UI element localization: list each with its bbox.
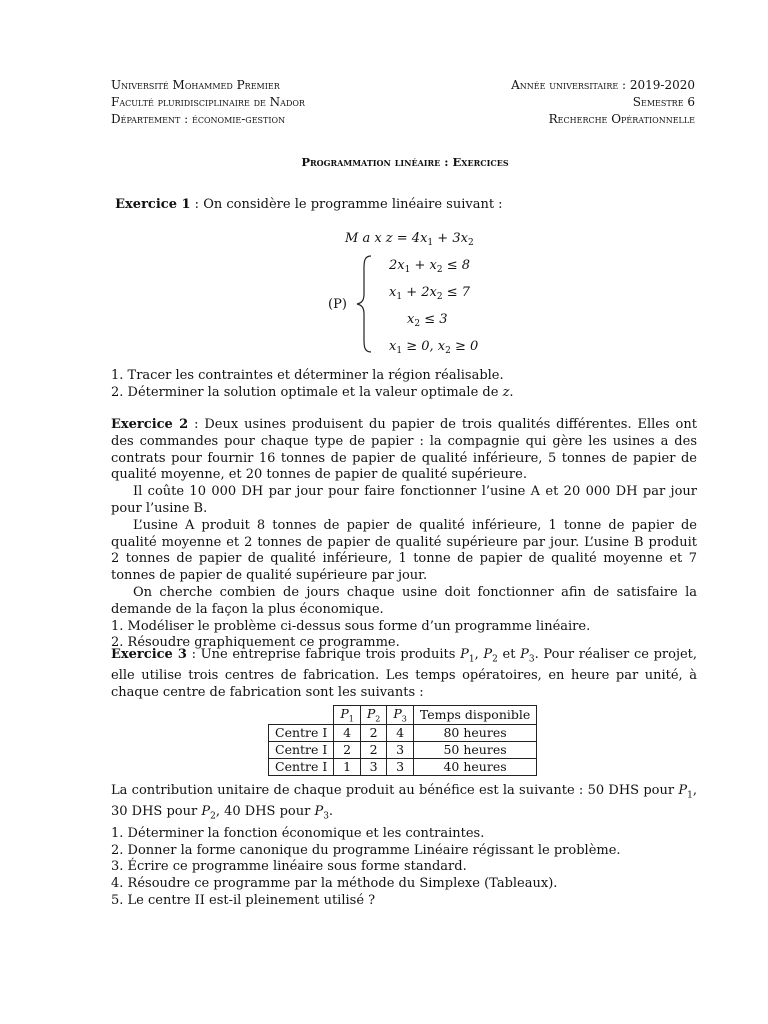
constraint-4: $x_1 \ge 0$, $x_2 \ge 0$ [389, 339, 479, 356]
course-name: Recherche Opérationnelle [548, 112, 695, 126]
table-header: $P_2$ [360, 706, 387, 725]
exercise-3-questions [111, 783, 697, 910]
table-cell: Centre I [269, 741, 334, 758]
exercise-1-questions [111, 368, 697, 402]
faculty-name: Faculté pluridisciplinaire de Nador [111, 95, 305, 109]
table-cell: 3 [387, 758, 414, 775]
constraint-1: $2x_1 + x_2 \le 8$ [389, 258, 471, 275]
exercise-1-intro-text: : On considère le programme linéaire suivant : [190, 197, 503, 212]
table-cell: 2 [334, 741, 361, 758]
header-right [511, 77, 695, 128]
table-cell: 50 heures [413, 741, 536, 758]
table-cell: Centre I [269, 758, 334, 775]
exercise-1-label: Exercice 1 [115, 197, 191, 212]
ex1-question-1: 1. Tracer les contraintes et déterminer la région réalisable. [111, 368, 504, 383]
objective-function: M a x $z = 4x_1 + 3x_2$ [345, 231, 474, 248]
ex3-question-1: 1. Déterminer la fonction économique et les contraintes. [111, 825, 485, 841]
table-cell: 80 heures [413, 724, 536, 741]
table-header-row [269, 706, 537, 725]
ex2-question-2: 2. Résoudre graphiquement ce programme. [111, 635, 400, 651]
exercise-2-label: Exercice 2 [111, 417, 189, 432]
table-row [269, 724, 537, 741]
department-name: Département : économie-gestion [111, 112, 286, 126]
table-cell: 40 heures [413, 758, 536, 775]
ex2-paragraph-3: L’usine A produit 8 tonnes de papier de qualité inférieure, 1 tonne de papier de qualité moyenne et 2 tonnes de papier de qualité supérieure par jour. L’usine B produit 2 tonnes de papier de qualité inférieure, 1 tonne de papier de qualité moyenne et 7 tonnes de papier de qualité supérieure par jour. [111, 517, 697, 584]
table-cell: 3 [360, 758, 387, 775]
university-name: Université Mohammed Premier [111, 78, 280, 92]
constraint-3: $x_2 \le 3$ [407, 312, 448, 329]
ex2-paragraph-2: Il coûte 10 000 DH par jour pour faire fonctionner l’usine A et 20 000 DH par jour pour l’usine B. [111, 484, 697, 516]
ex2-paragraph-1: : Deux usines produisent du papier de trois qualités différentes. Elles ont des commandes pour chaque type de papier : la compagnie qui gère les usines a des contrats pour fournir 16 tonnes de papier de qualité inférieure, 5 tonnes de papier de qualité moyenne, et 20 tonnes de papier de qualité supérieure. [111, 417, 697, 483]
constraint-2: $x_1 + 2x_2 \le 7$ [389, 285, 471, 302]
ex3-contribution: La contribution unitaire de chaque produit au bénéfice est la suivante : 50 DHS pour $P_1$, 30 DHS pour $P_2$, 40 DHS pour $P_3$. [111, 783, 697, 822]
table-cell: 3 [387, 741, 414, 758]
program-label: (P) [328, 297, 347, 312]
table-header: $P_3$ [387, 706, 414, 725]
exercise-1-intro [111, 197, 697, 214]
table-header: $P_1$ [334, 706, 361, 725]
semester: Semestre 6 [632, 95, 695, 109]
table-cell: 4 [387, 724, 414, 741]
table-cell: 2 [360, 724, 387, 741]
table-row [269, 741, 537, 758]
academic-year: Année universitaire : 2019-2020 [511, 78, 695, 92]
ex3-question-4: 4. Résoudre ce programme par la méthode du Simplexe (Tableaux). [111, 876, 558, 892]
table-cell: 1 [334, 758, 361, 775]
ex1-question-2: 2. Déterminer la solution optimale et la valeur optimale de z. [111, 384, 514, 400]
ex2-question-1: 1. Modéliser le problème ci-dessus sous forme d’un programme linéaire. [111, 618, 591, 634]
table-header: Temps disponible [413, 706, 536, 725]
system-brace [355, 254, 375, 354]
page-title: Programmation linéaire : Exercices [301, 155, 509, 169]
table-cell: 2 [360, 741, 387, 758]
table-row [269, 758, 537, 775]
exercise-3-label: Exercice 3 [111, 647, 187, 662]
ex3-question-3: 3. Écrire ce programme linéaire sous forme standard. [111, 859, 467, 875]
header-left [111, 77, 305, 128]
ex2-paragraph-4: On cherche combien de jours chaque usine doit fonctionner afin de satisfaire la demande de la façon la plus économique. [111, 584, 697, 617]
operations-table [268, 705, 537, 776]
exercise-3-intro: Exercice 3 : Une entreprise fabrique trois produits $P_1$, $P_2$ et $P_3$. Pour réaliser ce projet, elle utilise trois centres de fabrication. Les temps opératoires, en heure par unité, à chaque centre de fabrication sont les suivants : [111, 647, 698, 701]
table-cell: Centre I [269, 724, 334, 741]
ex3-question-5: 5. Le centre II est-il pleinement utilisé ? [111, 892, 376, 908]
exercise-2 [111, 417, 697, 652]
ex3-question-2: 2. Donner la forme canonique du programme Linéaire régissant le problème. [111, 842, 621, 858]
table-corner [269, 706, 334, 725]
table-cell: 4 [334, 724, 361, 741]
